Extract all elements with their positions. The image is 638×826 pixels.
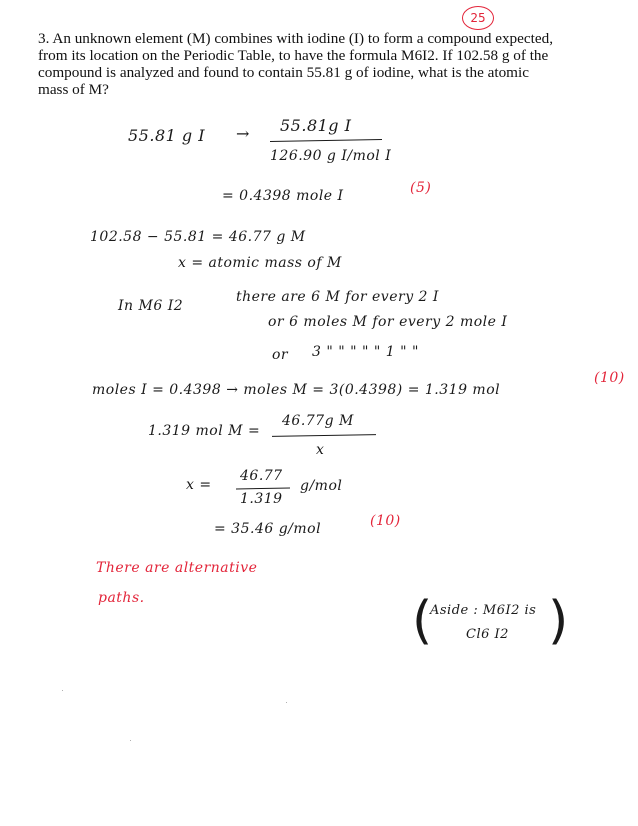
aside-line-2: Cl6 I2 — [466, 627, 509, 642]
work-step1-numerator: 55.81g I — [280, 116, 352, 135]
grader-comment-line-2: paths. — [98, 590, 145, 606]
problem-statement — [38, 30, 608, 98]
work-step9-numerator: 46.77g M — [282, 413, 354, 429]
work-step5-formula: In M6 I2 — [118, 298, 184, 314]
work-step8: moles I = 0.4398 → moles M = 3(0.4398) = 1.319 mol — [92, 382, 501, 398]
work-step1-fraction-bar — [270, 139, 382, 142]
scan-speck — [62, 690, 63, 691]
work-step10-left: x = — [186, 477, 212, 493]
problem-line-3: compound is analyzed and found to contain 55.81 g of iodine, what is the atomic — [38, 64, 529, 81]
work-step9-denominator: x — [316, 442, 325, 458]
work-step1-left: 55.81 g I — [128, 126, 206, 145]
work-step5-text: there are 6 M for every 2 I — [236, 289, 439, 305]
work-step2-mark: (5) — [410, 180, 432, 196]
work-step10-unit: g/mol — [300, 478, 343, 494]
work-step11: = 35.46 g/mol — [214, 521, 322, 537]
work-step10-fraction-bar — [236, 488, 290, 490]
work-step2: = 0.4398 mole I — [222, 188, 344, 204]
work-step3: 102.58 − 55.81 = 46.77 g M — [90, 229, 306, 245]
work-step9-fraction-bar — [272, 434, 376, 437]
aside-line-1: Aside : M6I2 is — [430, 603, 537, 618]
work-step8-mark: (10) — [594, 370, 625, 386]
problem-line-4: mass of M? — [38, 81, 109, 98]
work-step7-or: or — [272, 347, 289, 363]
work-step11-mark: (10) — [370, 513, 401, 529]
work-step1-arrow: → — [236, 124, 250, 143]
problem-line-1: 3. An unknown element (M) combines with iodine (I) to form a compound expected, — [38, 30, 553, 47]
score-circle — [462, 6, 494, 30]
work-step9-left: 1.319 mol M = — [148, 423, 261, 439]
work-step10-numerator: 46.77 — [240, 468, 283, 484]
problem-line-2: from its location on the Periodic Table, to have the formula M6I2. If 102.58 g of the — [38, 47, 549, 64]
work-step10-denominator: 1.319 — [240, 491, 283, 507]
scan-speck — [286, 702, 287, 703]
grader-comment-line-1: There are alternative — [96, 560, 258, 576]
work-step1-denominator: 126.90 g I/mol I — [270, 148, 392, 164]
work-step4: x = atomic mass of M — [178, 255, 342, 271]
work-step6: or 6 moles M for every 2 mole I — [268, 314, 508, 330]
aside-close-paren: ) — [548, 591, 569, 651]
aside-open-paren: ( — [412, 591, 433, 651]
score-value: 25 — [470, 11, 486, 25]
scan-speck — [130, 740, 131, 741]
work-step7-rest: 3 " " " " " 1 " " — [312, 344, 419, 360]
